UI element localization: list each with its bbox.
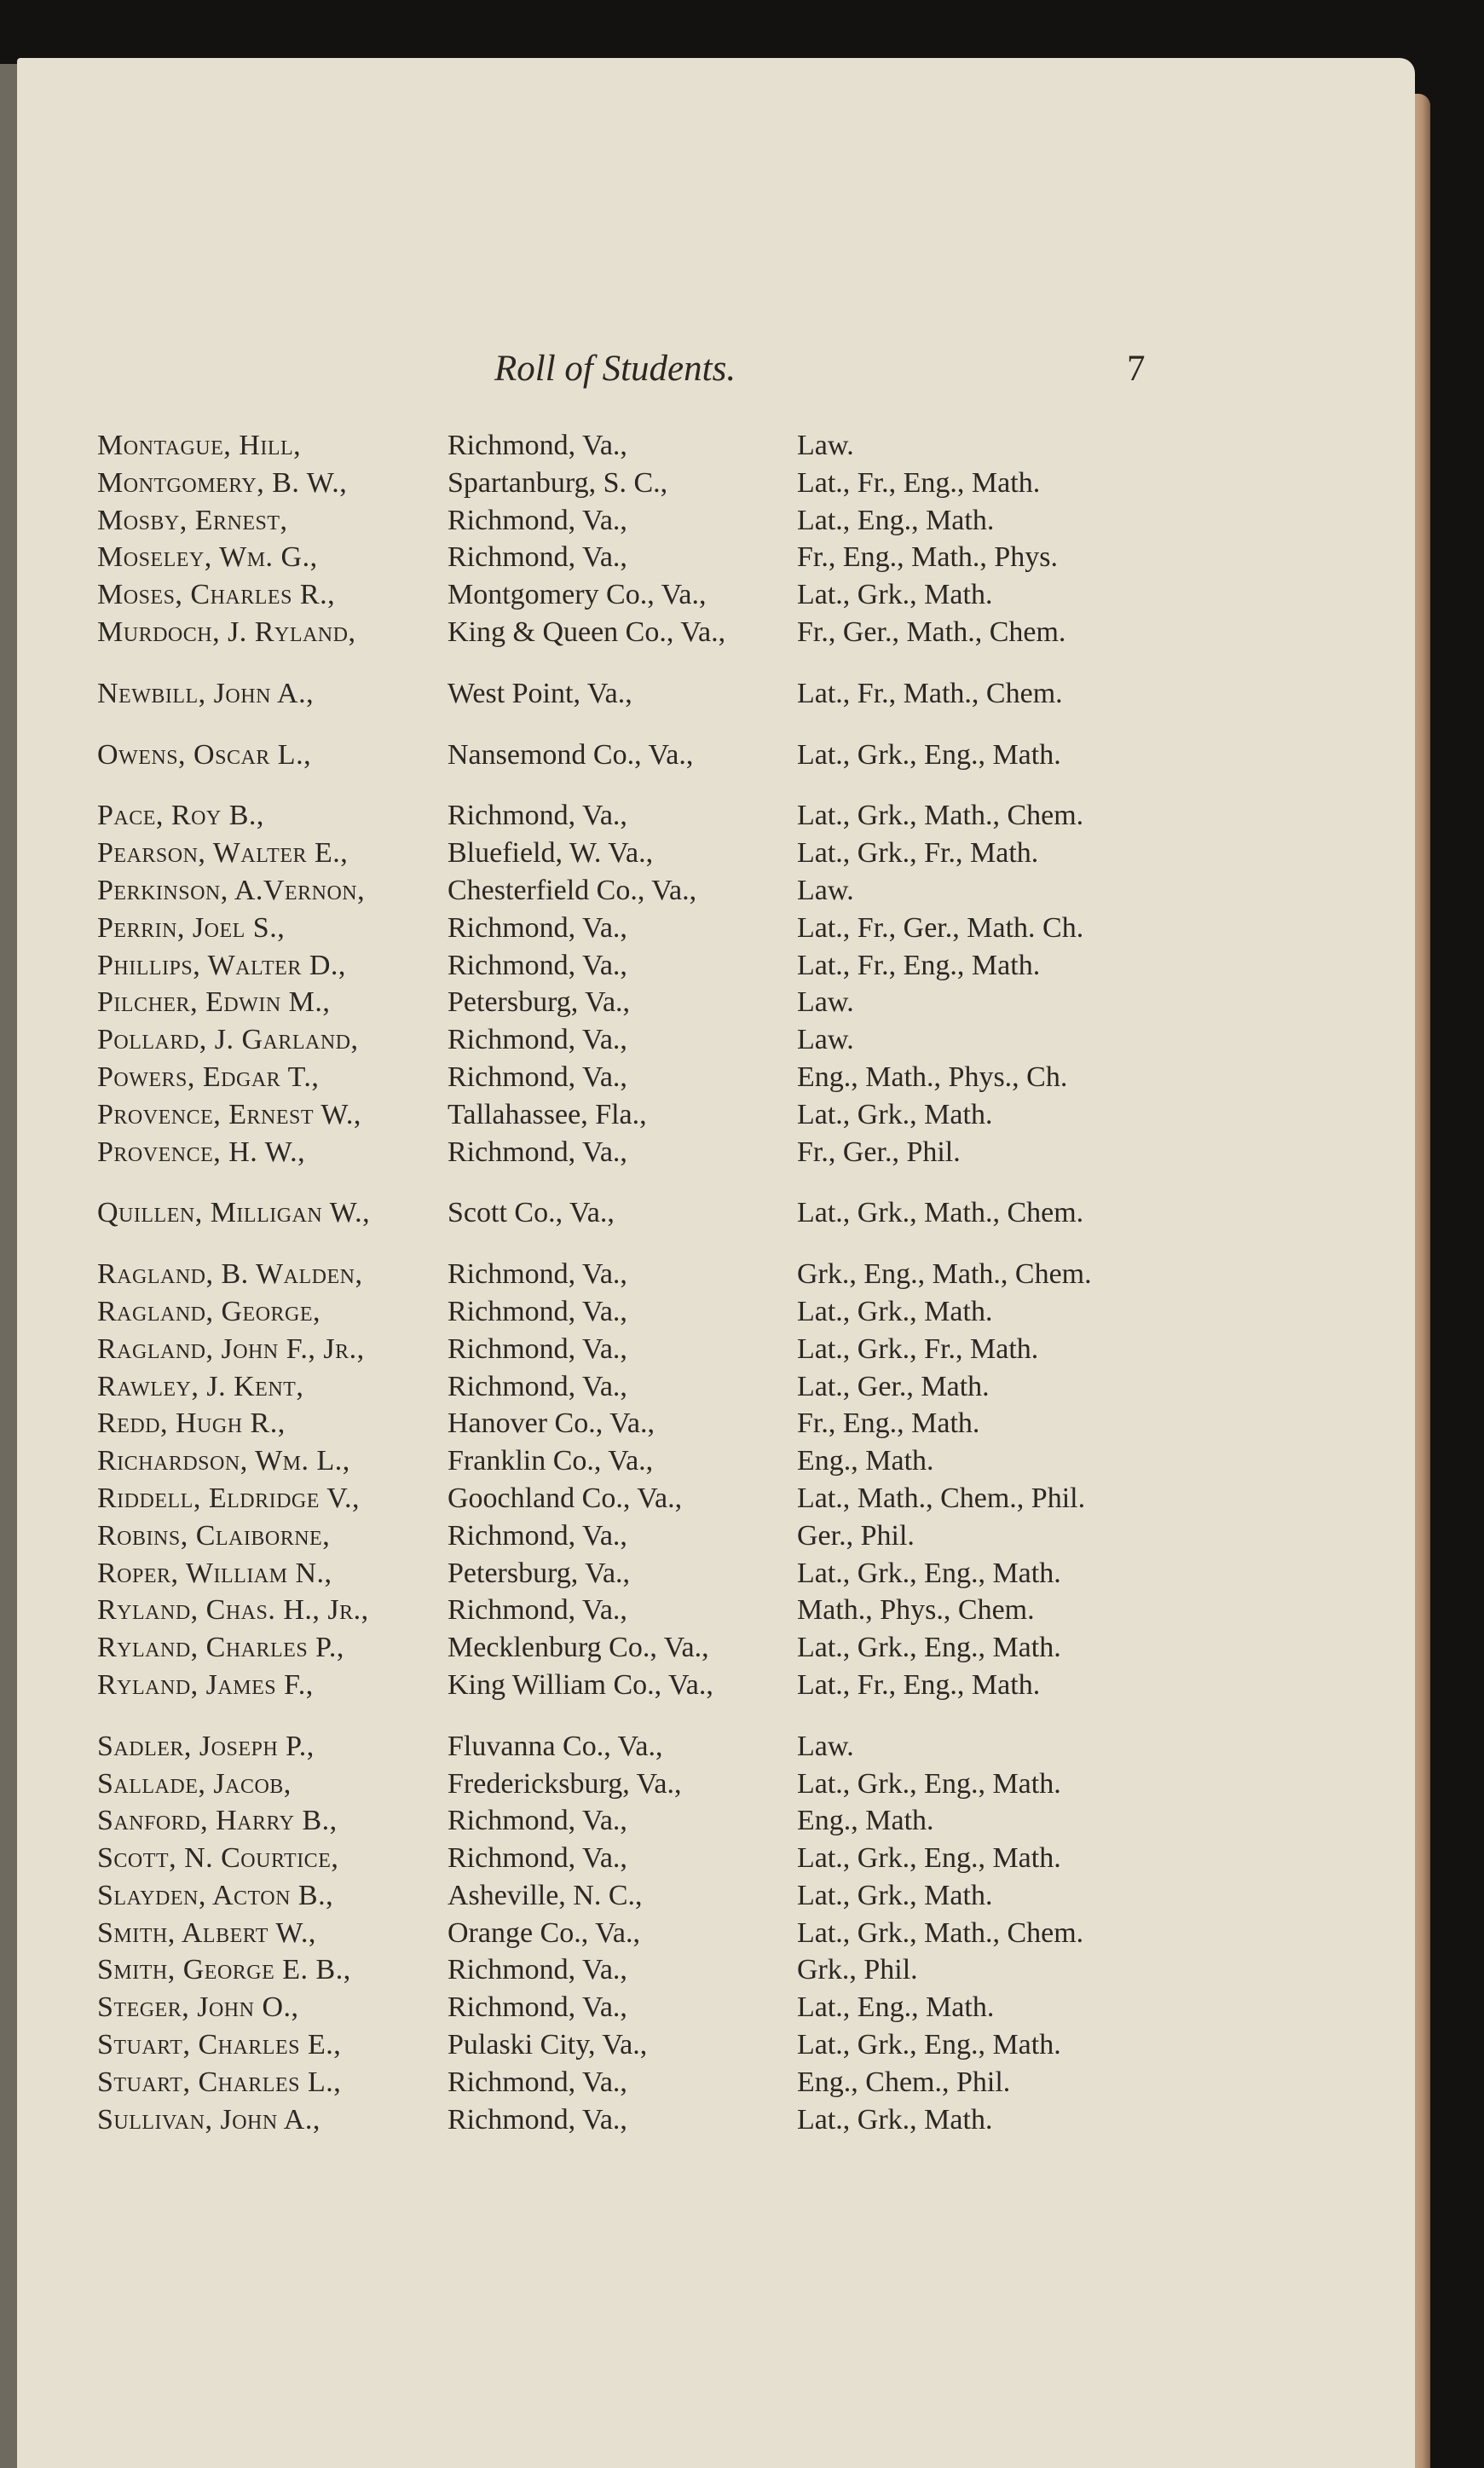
student-name: Roper, William N.,: [97, 1557, 332, 1589]
student-entry: [17, 1517, 1415, 1555]
student-entry: [17, 1951, 1415, 1989]
student-studies: Ger., Phil.: [797, 1519, 915, 1552]
student-residence: Chesterfield Co., Va.,: [448, 874, 697, 906]
student-entry: [17, 539, 1415, 576]
student-name: Perrin, Joel S.,: [97, 911, 286, 944]
student-entry: [17, 576, 1415, 614]
student-name: Sullivan, John A.,: [97, 2103, 320, 2136]
student-entry: [17, 737, 1415, 774]
student-studies: Law.: [797, 1024, 854, 1056]
student-residence: Richmond, Va.,: [448, 1370, 627, 1402]
student-entry: [17, 797, 1415, 835]
student-entry: [17, 1368, 1415, 1406]
student-residence: Franklin Co., Va.,: [448, 1445, 654, 1477]
student-entry: [17, 1592, 1415, 1629]
running-title: Roll of Students.: [494, 349, 736, 389]
student-name: Moses, Charles R.,: [97, 579, 336, 611]
student-entry: [17, 1096, 1415, 1134]
student-name: Provence, H. W.,: [97, 1136, 306, 1168]
letter-group: [17, 737, 1415, 774]
student-studies: Eng., Math.: [797, 1445, 934, 1477]
student-residence: Richmond, Va.,: [448, 1991, 627, 2024]
student-studies: Lat., Grk., Fr., Math.: [797, 837, 1039, 870]
student-name: Newbill, John A.,: [97, 677, 315, 709]
student-entry: [17, 427, 1415, 465]
student-residence: Richmond, Va.,: [448, 1805, 627, 1837]
student-name: Ragland, B. Walden,: [97, 1258, 363, 1291]
student-name: Pearson, Walter E.,: [97, 837, 349, 870]
student-name: Pollard, J. Garland,: [97, 1024, 359, 1056]
student-residence: King William Co., Va.,: [448, 1668, 713, 1701]
student-studies: Eng., Math.: [797, 1805, 934, 1837]
student-name: Ryland, James F.,: [97, 1668, 314, 1701]
letter-group: [17, 427, 1415, 651]
student-studies: Lat., Grk., Math., Chem.: [797, 800, 1084, 832]
student-name: Steger, John O.,: [97, 1991, 299, 2024]
student-residence: Pulaski City, Va.,: [448, 2029, 648, 2061]
letter-group: [17, 1256, 1415, 1704]
student-entry: [17, 1877, 1415, 1915]
student-name: Pace, Roy B.,: [97, 800, 264, 832]
student-entry: [17, 872, 1415, 910]
student-residence: Bluefield, W. Va.,: [448, 837, 654, 870]
student-name: Ryland, Chas. H., Jr.,: [97, 1594, 369, 1627]
student-studies: Lat., Eng., Math.: [797, 504, 995, 536]
student-name: Perkinson, A.Vernon,: [97, 874, 366, 906]
student-residence: Richmond, Va.,: [448, 800, 627, 832]
student-studies: Lat., Grk., Math.: [797, 579, 993, 611]
student-name: Quillen, Milligan W.,: [97, 1197, 371, 1229]
student-studies: Lat., Grk., Eng., Math.: [797, 738, 1061, 771]
student-entry: [17, 1331, 1415, 1368]
student-studies: Eng., Math., Phys., Ch.: [797, 1061, 1068, 1093]
student-name: Powers, Edgar T.,: [97, 1061, 320, 1093]
student-residence: Richmond, Va.,: [448, 1136, 627, 1168]
student-residence: Fredericksburg, Va.,: [448, 1767, 682, 1800]
student-residence: Richmond, Va.,: [448, 911, 627, 944]
student-entry: [17, 465, 1415, 502]
student-name: Stuart, Charles E.,: [97, 2029, 342, 2061]
student-studies: Lat., Grk., Eng., Math.: [797, 2029, 1061, 2061]
student-residence: Nansemond Co., Va.,: [448, 738, 694, 771]
student-name: Provence, Ernest W.,: [97, 1098, 361, 1130]
student-entry: [17, 1256, 1415, 1293]
student-entry: [17, 1555, 1415, 1592]
student-name: Ragland, George,: [97, 1295, 321, 1327]
student-name: Montague, Hill,: [97, 430, 302, 461]
student-studies: Eng., Chem., Phil.: [797, 2066, 1011, 2098]
student-entry: [17, 2026, 1415, 2064]
student-entry: [17, 1134, 1415, 1171]
student-residence: West Point, Va.,: [448, 677, 632, 709]
letter-group: [17, 1194, 1415, 1232]
student-residence: Richmond, Va.,: [448, 1842, 627, 1875]
student-entry: [17, 1766, 1415, 1803]
student-studies: Lat., Grk., Eng., Math.: [797, 1842, 1061, 1875]
student-residence: Richmond, Va.,: [448, 1954, 627, 1986]
student-studies: Law.: [797, 986, 854, 1019]
student-residence: Petersburg, Va.,: [448, 1557, 631, 1589]
student-entry: [17, 1802, 1415, 1840]
student-residence: Tallahassee, Fla.,: [448, 1098, 647, 1130]
student-name: Stuart, Charles L.,: [97, 2066, 342, 2098]
student-entry: [17, 502, 1415, 540]
student-name: Pilcher, Edwin M.,: [97, 986, 331, 1019]
student-studies: Lat., Grk., Fr., Math.: [797, 1332, 1039, 1365]
student-entry: [17, 1194, 1415, 1232]
student-residence: Orange Co., Va.,: [448, 1916, 640, 1949]
student-entry: [17, 1293, 1415, 1331]
student-residence: Petersburg, Va.,: [448, 986, 631, 1019]
student-residence: Hanover Co., Va.,: [448, 1407, 655, 1440]
student-name: Robins, Claiborne,: [97, 1519, 331, 1552]
letter-group: [17, 797, 1415, 1170]
student-residence: Richmond, Va.,: [448, 1594, 627, 1627]
student-entry: [17, 1021, 1415, 1059]
student-name: Ragland, John F., Jr.,: [97, 1332, 365, 1365]
student-studies: Lat., Grk., Math.: [797, 1879, 993, 1911]
student-residence: Richmond, Va.,: [448, 949, 627, 981]
student-studies: Fr., Ger., Math., Chem.: [797, 616, 1066, 648]
student-name: Mosby, Ernest,: [97, 504, 288, 536]
student-studies: Lat., Grk., Math.: [797, 2103, 993, 2136]
student-residence: Richmond, Va.,: [448, 1061, 627, 1093]
student-studies: Law.: [797, 430, 854, 461]
student-studies: Grk., Phil.: [797, 1954, 918, 1986]
student-studies: Lat., Fr., Eng., Math.: [797, 466, 1041, 499]
student-entry: [17, 1728, 1415, 1766]
student-residence: Asheville, N. C.,: [448, 1879, 643, 1911]
book-page: [17, 58, 1415, 2468]
student-name: Rawley, J. Kent,: [97, 1370, 304, 1402]
student-entry: [17, 1629, 1415, 1667]
student-studies: Lat., Grk., Eng., Math.: [797, 1767, 1061, 1800]
student-studies: Lat., Eng., Math.: [797, 1991, 995, 2024]
student-entry: [17, 947, 1415, 985]
student-name: Sadler, Joseph P.,: [97, 1730, 315, 1762]
student-name: Smith, Albert W.,: [97, 1916, 316, 1949]
student-residence: Scott Co., Va.,: [448, 1197, 615, 1229]
student-name: Redd, Hugh R.,: [97, 1407, 286, 1440]
student-residence: Richmond, Va.,: [448, 1258, 627, 1291]
student-entry: [17, 2101, 1415, 2139]
student-name: Phillips, Walter D.,: [97, 949, 346, 981]
student-name: Riddell, Eldridge V.,: [97, 1482, 360, 1514]
student-studies: Grk., Eng., Math., Chem.: [797, 1258, 1092, 1291]
student-entry: [17, 910, 1415, 947]
page-number: 7: [1127, 349, 1146, 389]
student-studies: Fr., Ger., Phil.: [797, 1136, 961, 1168]
student-studies: Lat., Math., Chem., Phil.: [797, 1482, 1086, 1514]
student-entry: [17, 2064, 1415, 2101]
student-roll: [17, 427, 1415, 2138]
student-residence: Richmond, Va.,: [448, 1024, 627, 1056]
student-name: Owens, Oscar L.,: [97, 738, 312, 771]
student-name: Sanford, Harry B.,: [97, 1805, 338, 1837]
student-residence: Richmond, Va.,: [448, 1295, 627, 1327]
student-entry: [17, 984, 1415, 1021]
student-entry: [17, 1442, 1415, 1480]
student-residence: King & Queen Co., Va.,: [448, 616, 726, 648]
running-header: [17, 348, 1415, 399]
student-entry: [17, 1840, 1415, 1877]
student-name: Scott, N. Courtice,: [97, 1842, 339, 1875]
student-residence: Richmond, Va.,: [448, 2103, 627, 2136]
left-page-edge: [0, 64, 19, 2468]
student-residence: Richmond, Va.,: [448, 541, 627, 574]
student-studies: Lat., Grk., Math.: [797, 1295, 993, 1327]
student-name: Richardson, Wm. L.,: [97, 1445, 350, 1477]
student-residence: Richmond, Va.,: [448, 2066, 627, 2098]
student-name: Smith, George E. B.,: [97, 1954, 351, 1986]
student-entry: [17, 835, 1415, 872]
student-studies: Fr., Eng., Math.: [797, 1407, 980, 1440]
student-residence: Richmond, Va.,: [448, 1332, 627, 1365]
student-entry: [17, 1405, 1415, 1442]
student-studies: Lat., Grk., Math.: [797, 1098, 993, 1130]
student-residence: Fluvanna Co., Va.,: [448, 1730, 663, 1762]
student-residence: Goochland Co., Va.,: [448, 1482, 683, 1514]
student-entry: [17, 614, 1415, 651]
student-entry: [17, 1059, 1415, 1096]
student-studies: Law.: [797, 1730, 854, 1762]
student-name: Montgomery, B. W.,: [97, 466, 348, 499]
student-studies: Lat., Fr., Eng., Math.: [797, 949, 1041, 981]
letter-group: [17, 675, 1415, 713]
student-residence: Mecklenburg Co., Va.,: [448, 1632, 709, 1664]
student-studies: Lat., Grk., Eng., Math.: [797, 1557, 1061, 1589]
student-studies: Lat., Fr., Eng., Math.: [797, 1668, 1041, 1701]
student-studies: Lat., Grk., Eng., Math.: [797, 1632, 1061, 1664]
student-entry: [17, 1989, 1415, 2026]
student-residence: Montgomery Co., Va.,: [448, 579, 707, 611]
student-name: Slayden, Acton B.,: [97, 1879, 334, 1911]
student-studies: Lat., Grk., Math., Chem.: [797, 1197, 1084, 1229]
student-studies: Math., Phys., Chem.: [797, 1594, 1035, 1627]
student-residence: Richmond, Va.,: [448, 430, 627, 461]
student-studies: Lat., Ger., Math.: [797, 1370, 990, 1402]
student-studies: Lat., Fr., Ger., Math. Ch.: [797, 911, 1084, 944]
student-studies: Lat., Fr., Math., Chem.: [797, 677, 1063, 709]
student-studies: Fr., Eng., Math., Phys.: [797, 541, 1059, 574]
student-studies: Lat., Grk., Math., Chem.: [797, 1916, 1084, 1949]
student-name: Ryland, Charles P.,: [97, 1632, 344, 1664]
student-entry: [17, 675, 1415, 713]
student-entry: [17, 1667, 1415, 1704]
student-residence: Richmond, Va.,: [448, 1519, 627, 1552]
student-residence: Richmond, Va.,: [448, 504, 627, 536]
student-residence: Spartanburg, S. C.,: [448, 466, 668, 499]
student-entry: [17, 1480, 1415, 1517]
student-name: Murdoch, J. Ryland,: [97, 616, 356, 648]
student-entry: [17, 1915, 1415, 1952]
student-name: Moseley, Wm. G.,: [97, 541, 318, 574]
student-studies: Law.: [797, 874, 854, 906]
letter-group: [17, 1728, 1415, 2139]
student-name: Sallade, Jacob,: [97, 1767, 292, 1800]
